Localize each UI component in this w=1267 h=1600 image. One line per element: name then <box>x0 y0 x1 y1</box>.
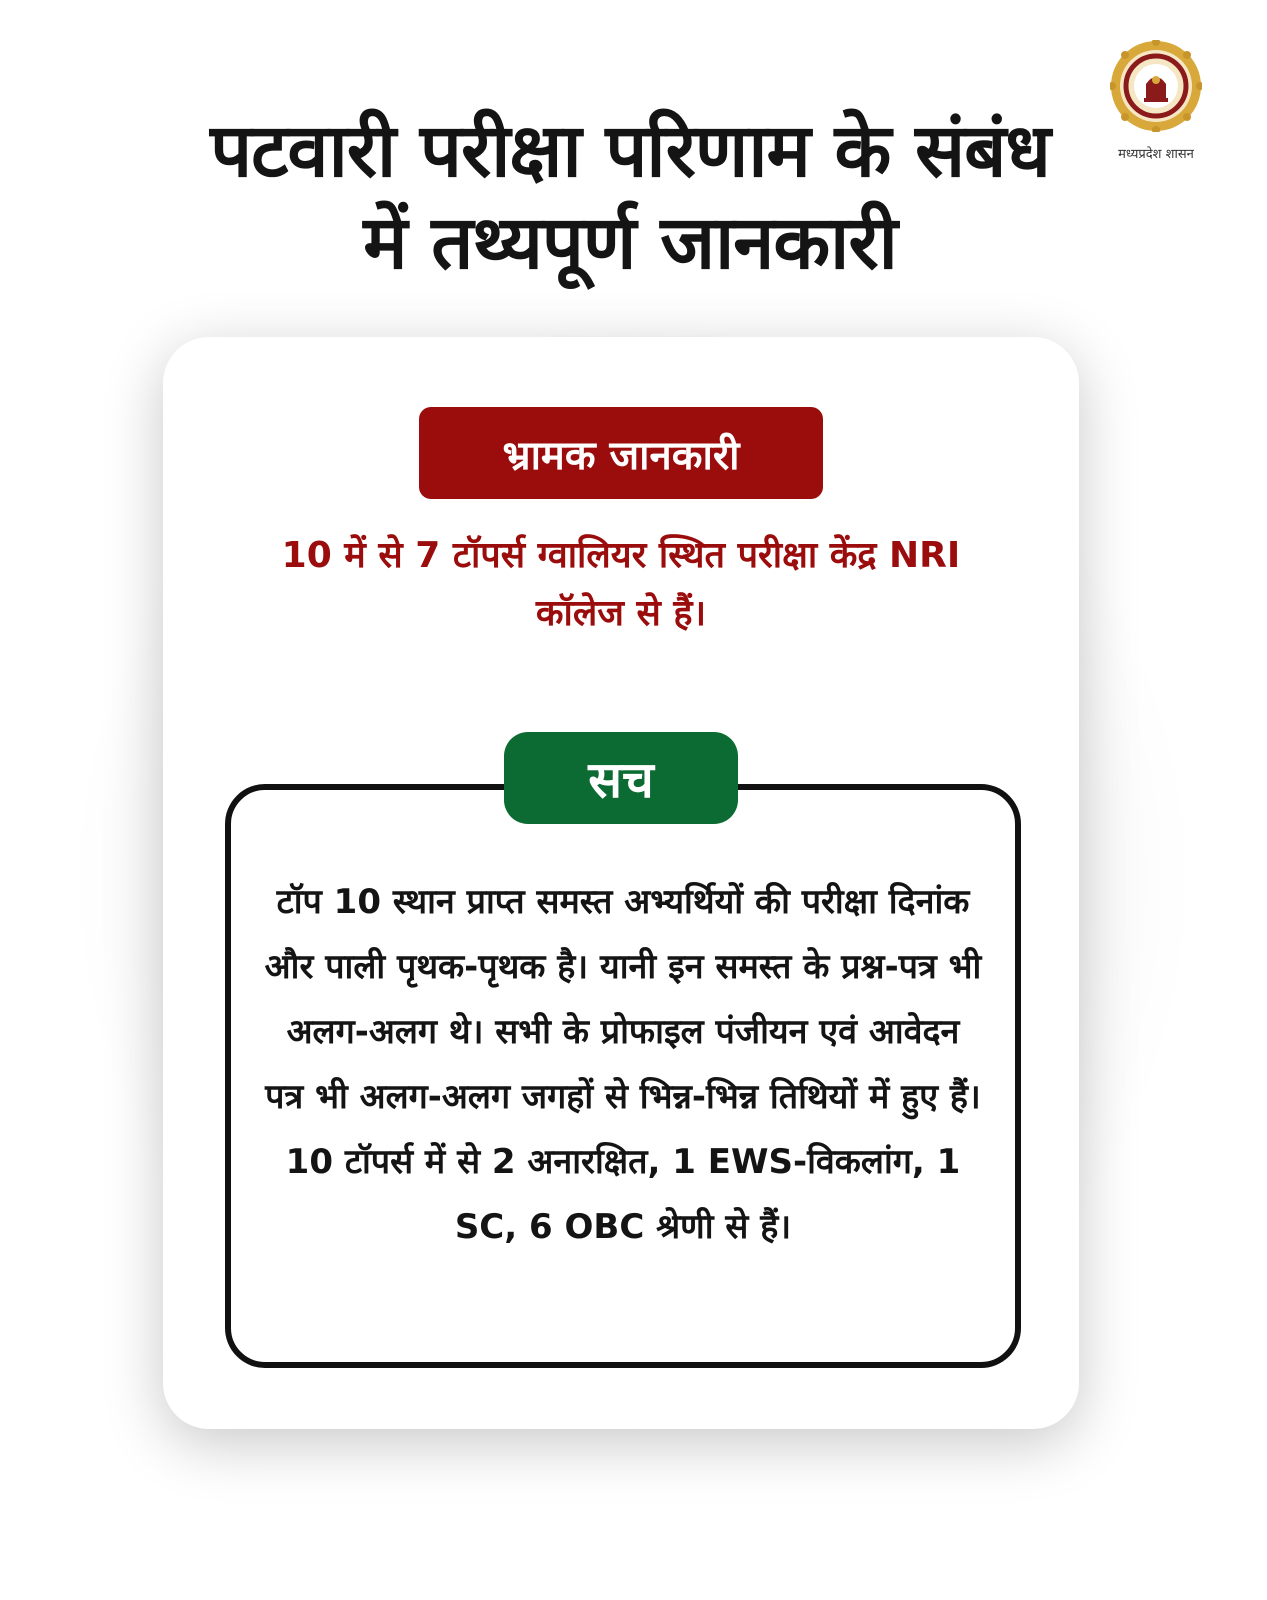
misleading-badge: भ्रामक जानकारी <box>419 407 823 499</box>
page-title: पटवारी परीक्षा परिणाम के संबंध में तथ्यपूर्ण जानकारी <box>210 108 1050 286</box>
truth-box <box>225 784 1021 1368</box>
info-card <box>163 337 1079 1429</box>
truth-text: टॉप 10 स्थान प्राप्त समस्त अभ्यर्थियों की परीक्षा दिनांक और पाली पृथक-पृथक है। यानी इन समस्त के प्रश्न-पत्र भी अलग-अलग थे। सभी के प्रोफाइल पंजीयन एवं आवेदन पत्र भी अलग-अलग जगहों से भिन्न-भिन्न तिथियों में हुए हैं। 10 टॉपर्स में से 2 अनारक्षित, 1 EWS-विकलांग, 1 SC, 6 OBC श्रेणी से हैं। <box>264 882 982 1247</box>
truth-badge: सच <box>504 732 738 824</box>
mp-government-emblem-icon <box>1110 40 1202 132</box>
misleading-claim-text: 10 में से 7 टॉपर्स ग्वालियर स्थित परीक्षा केंद्र NRI कॉलेज से हैं। <box>281 535 961 634</box>
logo-caption: मध्यप्रदेश शासन <box>1118 147 1194 162</box>
